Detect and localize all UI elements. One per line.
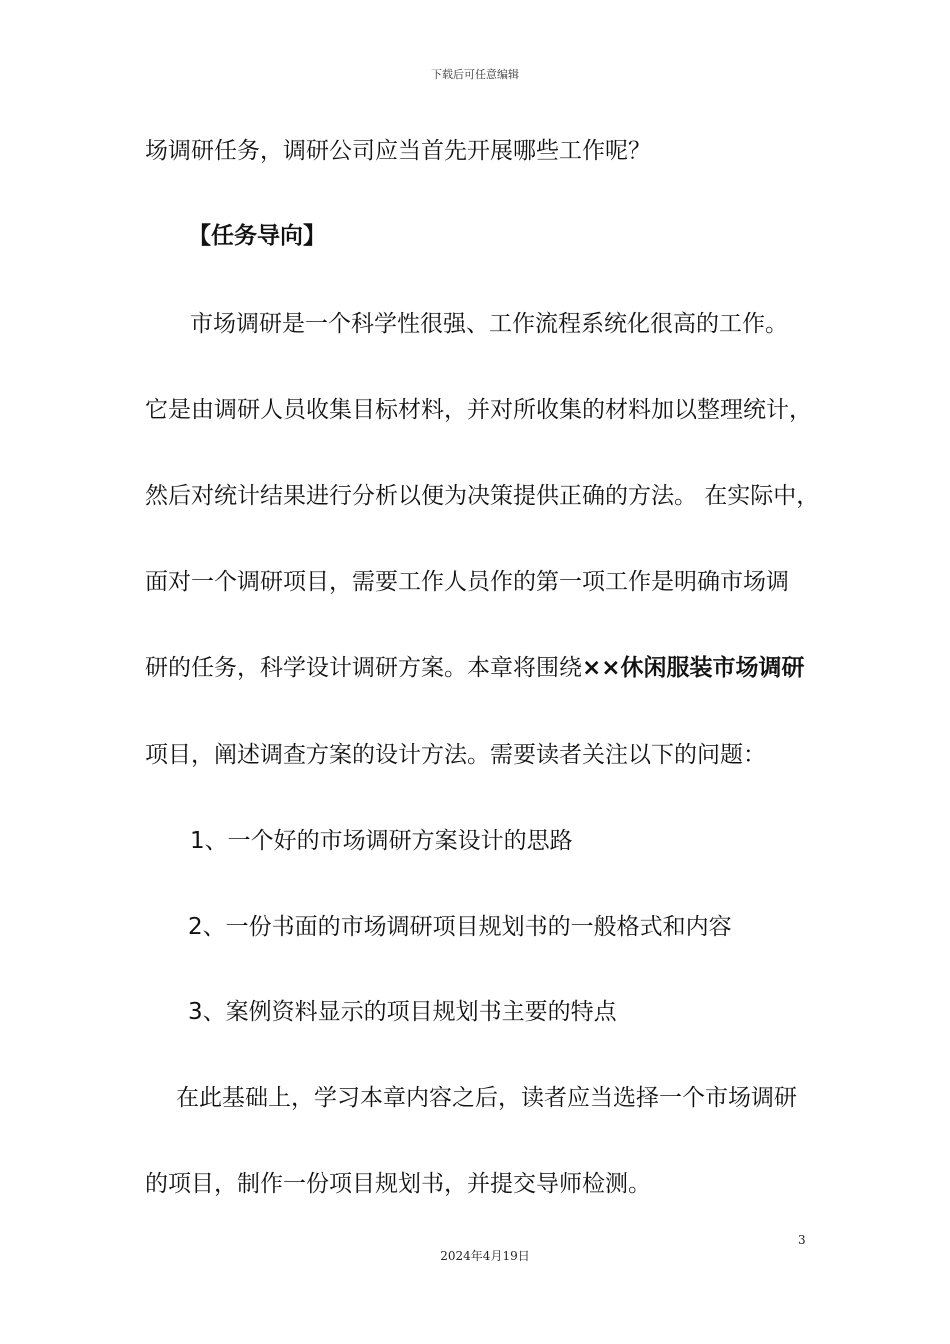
para1-line-6: 项目，阐述调查方案的设计方法。需要读者关注以下的问题： (145, 742, 766, 768)
para1-line-4: 面对一个调研项目，需要工作人员作的第一项工作是明确市场调 (145, 569, 789, 595)
para1-line-1: 市场调研是一个科学性很强、工作流程系统化很高的工作。 (190, 311, 788, 337)
page-header: 下载后可任意编辑 (431, 68, 519, 81)
list-item-1: 1、一个好的市场调研方案设计的思路 (190, 828, 573, 854)
text-line-1: 场调研任务，调研公司应当首先开展哪些工作呢？ (145, 138, 651, 164)
section-heading: 【任务导向】 (188, 223, 326, 249)
footer-date: 2024年4月19日 (440, 1249, 530, 1263)
para1-line-3: 然后对统计结果进行分析以便为决策提供正确的方法。 在实际中， (145, 483, 820, 509)
list-item-3: 3、案例资料显示的项目规划书主要的特点 (188, 999, 617, 1025)
para1-line-5-bold: ××休闲服装市场调研 (582, 655, 805, 681)
para1-line-2: 它是由调研人员收集目标材料，并对所收集的材料加以整理统计， (145, 397, 812, 423)
list-item-2: 2、一份书面的市场调研项目规划书的一般格式和内容 (188, 914, 732, 940)
para1-line-5 (145, 653, 805, 683)
page-number: 3 (798, 1233, 806, 1247)
para2-line-2: 的项目，制作一份项目规划书，并提交导师检测。 (145, 1171, 651, 1197)
para1-line-5-normal: 研的任务，科学设计调研方案。本章将围绕 (145, 655, 582, 681)
para2-line-1: 在此基础上，学习本章内容之后，读者应当选择一个市场调研 (176, 1085, 797, 1111)
